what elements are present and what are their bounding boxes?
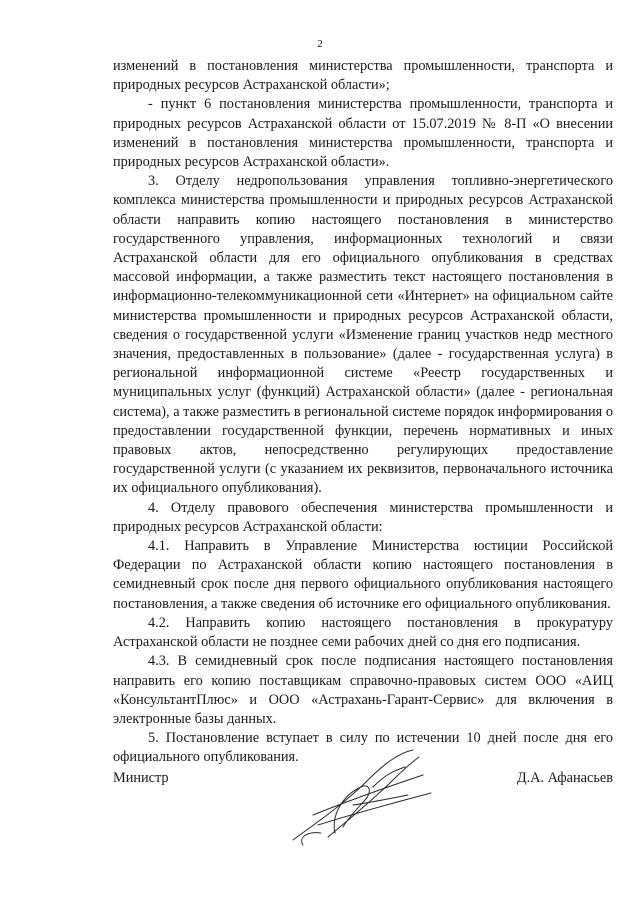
paragraph-item-4-3: 4.3. В семидневный срок после подписания настоящего постановления направить его копию поставщикам справочно-правовых систем ООО «АИЦ «КонсультантПлюс» и ООО «Астрахань-Гарант-Сервис» для включения в электронные базы данных. (113, 653, 613, 727)
signatory-name: Д.А. Афанасьев (516, 770, 613, 786)
paragraph-point-6: - пункт 6 постановления министерства промышленности, транспорта и природных ресурсов Астраханской области от 15.07.2019 № 8-П «О внесении изменений в постановления министерства промышленности, транспорта и природных ресурсов Астраханской области». (113, 96, 613, 171)
signatory-title: Министр (113, 770, 169, 786)
document-body (113, 57, 613, 768)
signature-block (113, 765, 613, 855)
page-number: 2 (317, 38, 323, 50)
paragraph-continuation: изменений в постановления министерства промышленности, транспорта и природных ресурсов Астраханской области»; (113, 58, 613, 94)
handwritten-signature (273, 745, 443, 855)
paragraph-item-4-1: 4.1. Направить в Управление Министерства юстиции Российской Федерации по Астраханской области копию настоящего постановления в семидневный срок после дня первого официального опубликования настоящего постановления, а также сведения об источнике его официального опубликования. (113, 538, 613, 612)
paragraph-item-4: 4. Отделу правового обеспечения министерства промышленности и природных ресурсов Астраханской области: (113, 499, 613, 535)
paragraph-item-4-2: 4.2. Направить копию настоящего постановления в прокуратуру Астраханской области не позднее семи рабочих дней со дня его подписания. (113, 614, 613, 651)
paragraph-item-3: 3. Отделу недропользования управления топливно-энергетического комплекса министерства промышленности и природных ресурсов Астраханской области направить копию настоящего постановления в министерство государственного управления, информационных технологий и связи Астраханской области для его официального опубликования в средствах массовой информации, а также разместить текст настоящего постановления в информационно-телекоммуникационной сети «Интернет» на официальном сайте министерства промышленности и природных ресурсов Астраханской области, сведения о государственной услуги «Изменение границ участков недр местного значения, предоставленных в пользование» (далее - государственная услуга) в региональной информационной системе «Реестр государственных и муниципальных услуг (функций) Астраханской области» (далее - региональная система), а также разместить в региональной системе порядок информирования о предоставлении государственной функции, перечень нормативных и иных правовых актов, непосредственно регулирующих предоставление государственной услуги (с указанием их реквизитов, первоначального источника их официального опубликования). (113, 173, 613, 497)
paragraph-item-5: 5. Постановление вступает в силу по истечении 10 дней после дня его официального опубликования. (113, 730, 613, 766)
